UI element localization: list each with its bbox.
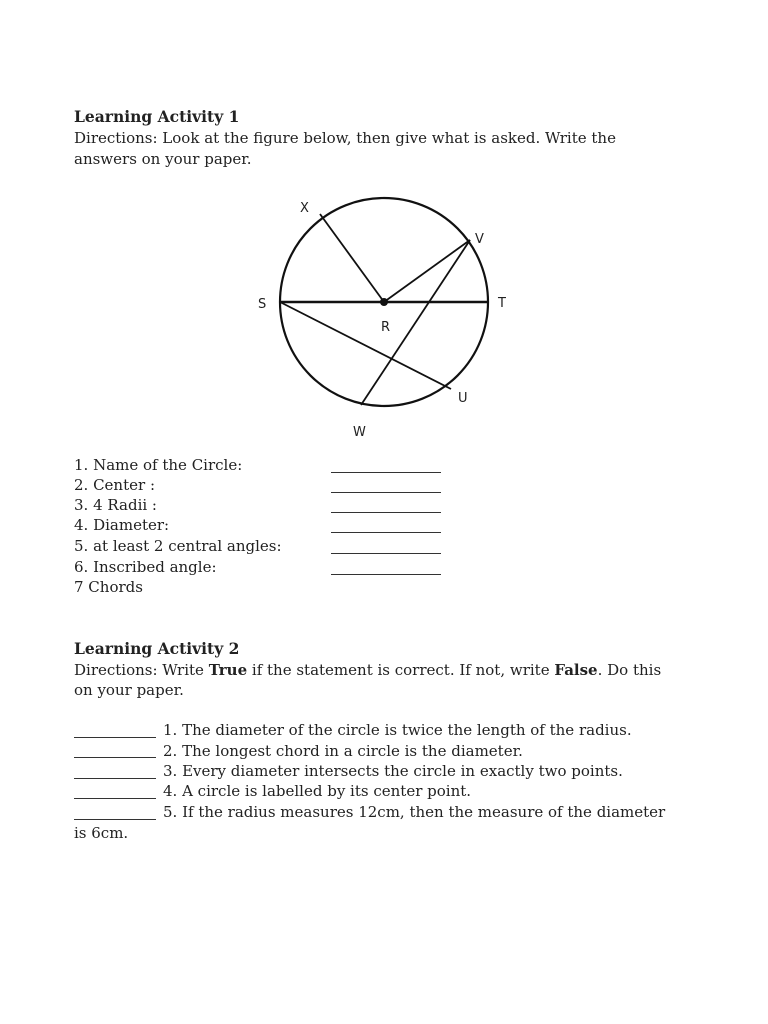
activity1-title: Learning Activity 1 (74, 107, 240, 126)
label-x: X (300, 201, 309, 216)
label-v: V (475, 232, 484, 247)
directions-text: Directions: Write (74, 661, 209, 679)
answer-blank-s3[interactable] (74, 778, 156, 779)
label-w: W (353, 425, 366, 440)
radius-rx (320, 214, 384, 302)
label-t: T (498, 296, 506, 311)
radius-rv (384, 240, 470, 302)
question-2: 2. Center : (74, 476, 155, 494)
label-s: S (258, 297, 267, 312)
answer-blank-5[interactable] (331, 553, 441, 554)
question-4: 4. Diameter: (74, 516, 170, 534)
label-u: U (458, 391, 468, 406)
center-point-r (380, 298, 388, 306)
answer-blank-6[interactable] (331, 574, 441, 575)
question-7: 7 Chords (74, 578, 143, 596)
answer-blank-2[interactable] (331, 492, 441, 493)
activity2-directions-line1 (74, 660, 661, 680)
answer-blank-s5[interactable] (74, 819, 156, 820)
activity1-directions-line2: answers on your paper. (74, 150, 252, 168)
answer-blank-4[interactable] (331, 532, 441, 533)
statement-1: 1. The diameter of the circle is twice the length of the radius. (163, 721, 632, 739)
directions-true-word: True (208, 661, 248, 679)
activity2-directions-line2: on your paper. (74, 681, 184, 699)
chord-su (280, 302, 451, 389)
directions-false-word: False (554, 661, 598, 679)
question-1: 1. Name of the Circle: (74, 456, 243, 474)
activity1-directions-line1: Directions: Look at the figure below, then give what is asked. Write the (74, 129, 616, 147)
answer-blank-s4[interactable] (74, 798, 156, 799)
circle-figure (240, 185, 530, 445)
label-r: R (381, 320, 391, 335)
statement-5: 5. If the radius measures 12cm, then the measure of the diameter (163, 803, 666, 821)
statement-4: 4. A circle is labelled by its center point. (163, 782, 472, 800)
directions-text: . Do this (597, 661, 662, 679)
answer-blank-s2[interactable] (74, 757, 156, 758)
question-3: 3. 4 Radii : (74, 496, 157, 514)
activity2-title: Learning Activity 2 (74, 639, 240, 658)
question-6: 6. Inscribed angle: (74, 558, 217, 576)
statement-2: 2. The longest chord in a circle is the diameter. (163, 742, 523, 760)
statement-5-continued: is 6cm. (74, 824, 129, 842)
answer-blank-1[interactable] (331, 472, 441, 473)
question-5: 5. at least 2 central angles: (74, 537, 282, 555)
answer-blank-s1[interactable] (74, 737, 156, 738)
directions-text: if the statement is correct. If not, write (247, 661, 555, 679)
statement-3: 3. Every diameter intersects the circle in exactly two points. (163, 762, 623, 780)
answer-blank-3[interactable] (331, 512, 441, 513)
